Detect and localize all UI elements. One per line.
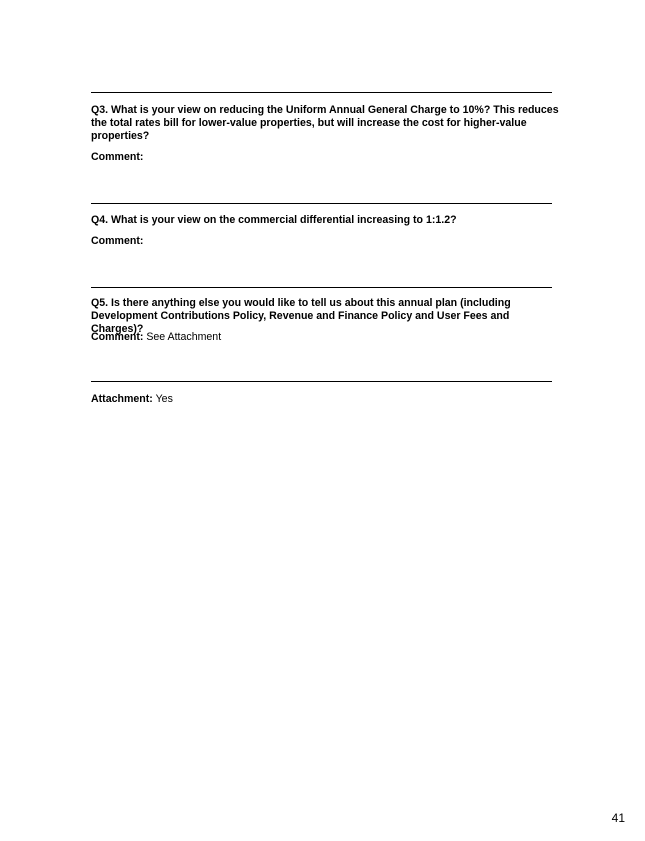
comment-label: Comment: (91, 151, 144, 163)
section-divider (91, 203, 552, 204)
section-divider (91, 287, 552, 288)
question-q4: Q4. What is your view on the commercial differential increasing to 1:1.2? (91, 214, 457, 226)
section-divider (91, 381, 552, 382)
comment-value: See Attachment (146, 331, 222, 343)
question-q3: Q3. What is your view on reducing the Uniform Annual General Charge to 10%? This reduces the total rates bill for lower-value properties, but will increase the cost for higher-value properties? (91, 104, 559, 142)
comment-label: Comment: (91, 331, 144, 343)
attachment-value: Yes (155, 393, 173, 405)
comment-q4 (91, 235, 561, 248)
comment-q3 (91, 151, 561, 164)
attachment-line (91, 393, 561, 406)
page-number: 41 (611, 811, 625, 825)
comment-q5 (91, 331, 561, 344)
question-q5: Q5. Is there anything else you would like to tell us about this annual plan (including Development Contributions Policy, Revenue and Finance Policy and User Fees and Charges)? (91, 297, 511, 335)
section-divider (91, 92, 552, 93)
comment-label: Comment: (91, 235, 144, 247)
attachment-label: Attachment: (91, 393, 153, 405)
